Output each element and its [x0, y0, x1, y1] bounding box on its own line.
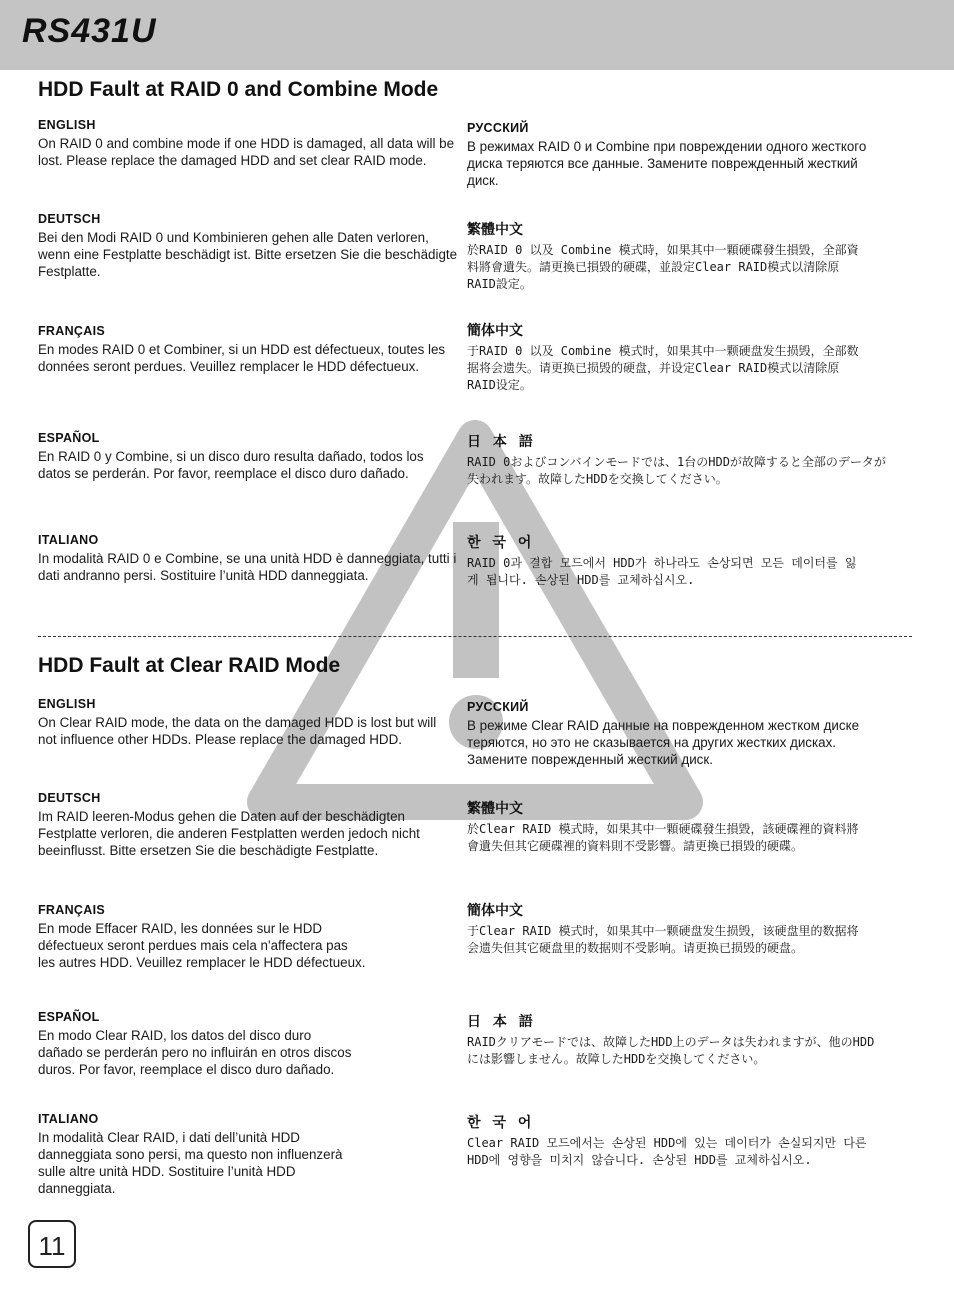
body-text: Bei den Modi RAID 0 und Kombinieren gehen alle Daten verloren, wenn eine Festplatte beschädigt ist. Bitte ersetzen Sie die beschädigte Festplatte. — [38, 230, 458, 279]
lang-label: ENGLISH — [38, 697, 96, 711]
lang-block-japanese — [467, 1011, 877, 1068]
body-text: En RAID 0 y Combine, si un disco duro resulta dañado, todos los datos se perderán. Por favor, reemplace el disco duro dañado. — [38, 449, 424, 481]
lang-label: 繁體中文 — [467, 800, 523, 816]
lang-block-english — [38, 697, 458, 748]
body-text: En mode Effacer RAID, les données sur le HDD défectueux seront perdues mais cela n'affectera pas les autres HDD. Veuillez remplacer le HDD défectueux. — [38, 921, 366, 970]
lang-label: 日 本 語 — [467, 1013, 537, 1029]
lang-label: ESPAÑOL — [38, 1010, 100, 1024]
body-text: RAID 0およびコンバインモードでは、1台のHDDが故障すると全部のデータが失われます。故障したHDDを交換してください。 — [467, 455, 886, 486]
body-text: RAID 0과 결합 모드에서 HDD가 하나라도 손상되면 모든 데이터를 잃게 됩니다. 손상된 HDD를 교체하십시오. — [467, 556, 857, 587]
lang-label: 簡体中文 — [467, 322, 523, 338]
lang-block-korean — [467, 532, 867, 589]
body-text: 於Clear RAID 模式時，如果其中一顆硬碟發生損毀，該硬碟裡的資料將會遺失但其它硬碟裡的資料則不受影響。請更換已損毀的硬碟。 — [467, 822, 859, 853]
lang-label: РУССКИЙ — [467, 121, 529, 135]
lang-label: 한 국 어 — [467, 534, 536, 550]
lang-block-deutsch — [38, 791, 458, 859]
body-text: En modes RAID 0 et Combiner, si un HDD est défectueux, toutes les données seront perdues. Veuillez remplacer le HDD défectueux. — [38, 342, 446, 374]
lang-block-italiano — [38, 533, 458, 584]
body-text: In modalità Clear RAID, i dati dell’unità HDD danneggiata sono persi, ma questo non influenzerà sulle altre unità HDD. Sostituire l’unità HDD danneggiata. — [38, 1130, 343, 1196]
body-text: В режимах RAID 0 и Combine при повреждении одного жесткого диска теряются все данные. Замените поврежденный жесткий диск. — [467, 139, 867, 188]
lang-block-english — [38, 118, 458, 169]
lang-block-francais — [38, 903, 368, 971]
lang-block-simp-chinese — [467, 900, 867, 957]
page-number: 11 — [28, 1220, 76, 1268]
lang-label: 簡体中文 — [467, 902, 523, 918]
product-logo: RS431U — [22, 12, 157, 50]
body-text: 于Clear RAID 模式时，如果其中一颗硬盘发生损毁，该硬盘里的数据将会遗失但其它硬盘里的数据则不受影响。请更换已损毁的硬盘。 — [467, 924, 859, 955]
lang-label: DEUTSCH — [38, 212, 101, 226]
section-title-clear-raid: HDD Fault at Clear RAID Mode — [38, 654, 341, 677]
body-text: 于RAID 0 以及 Combine 模式时，如果其中一颗硬盘发生损毁，全部数据将会遗失。请更换已损毁的硬盘，并设定Clear RAID模式以清除原RAID设定。 — [467, 344, 859, 392]
lang-block-deutsch — [38, 212, 458, 280]
lang-block-russian — [467, 700, 867, 768]
body-text: In modalità RAID 0 e Combine, se una unità HDD è danneggiata, tutti i dati andranno persi. Sostituire l’unità HDD danneggiata. — [38, 551, 457, 583]
lang-block-espanol — [38, 431, 458, 482]
lang-label: ESPAÑOL — [38, 431, 100, 445]
lang-block-francais — [38, 324, 458, 375]
section-divider — [38, 636, 912, 637]
body-text: Clear RAID 모드에서는 손상된 HDD에 있는 데이터가 손실되지만 다른 HDD에 영향을 미치지 않습니다. 손상된 HDD를 교체하십시오. — [467, 1136, 867, 1167]
body-text: 於RAID 0 以及 Combine 模式時，如果其中一顆硬碟發生損毀，全部資料將會遺失。請更換已損毀的硬碟，並設定Clear RAID模式以清除原RAID設定。 — [467, 243, 859, 291]
header-bar — [0, 0, 954, 70]
lang-label: ENGLISH — [38, 118, 96, 132]
section-title-raid0: HDD Fault at RAID 0 and Combine Mode — [38, 78, 439, 101]
body-text: En modo Clear RAID, los datos del disco duro dañado se perderán pero no influirán en otros discos duros. Por favor, reemplace el disco duro dañado. — [38, 1028, 352, 1077]
body-text: Im RAID leeren-Modus gehen die Daten auf der beschädigten Festplatte verloren, die anderen Festplatten werden jedoch nicht beeinflusst. Bitte ersetzen Sie die beschädigte Festplatte. — [38, 809, 420, 858]
body-text: On RAID 0 and combine mode if one HDD is damaged, all data will be lost. Please replace the damaged HDD and set clear RAID mode. — [38, 136, 455, 168]
lang-label: ITALIANO — [38, 533, 99, 547]
lang-block-simp-chinese — [467, 320, 867, 394]
lang-label: DEUTSCH — [38, 791, 101, 805]
lang-block-trad-chinese — [467, 219, 867, 293]
lang-label: РУССКИЙ — [467, 700, 529, 714]
lang-block-trad-chinese — [467, 798, 867, 855]
body-text: On Clear RAID mode, the data on the damaged HDD is lost but will not influence other HDDs. Please replace the damaged HDD. — [38, 715, 437, 747]
body-text: RAIDクリアモードでは、故障したHDD上のデータは失われますが、他のHDDには影響しません。故障したHDDを交換してください。 — [467, 1035, 875, 1066]
lang-label: 日 本 語 — [467, 433, 537, 449]
lang-label: ITALIANO — [38, 1112, 99, 1126]
lang-block-espanol — [38, 1010, 358, 1078]
body-text: В режиме Clear RAID данные на поврежденном жестком диске теряются, но это не сказывается на других жестких дисках. Замените поврежденный жесткий диск. — [467, 718, 860, 767]
lang-block-japanese — [467, 431, 897, 488]
lang-label: FRANÇAIS — [38, 903, 105, 917]
lang-label: FRANÇAIS — [38, 324, 105, 338]
lang-block-korean — [467, 1112, 882, 1169]
lang-block-russian — [467, 121, 887, 189]
lang-block-italiano — [38, 1112, 368, 1197]
lang-label: 한 국 어 — [467, 1114, 536, 1130]
lang-label: 繁體中文 — [467, 221, 523, 237]
